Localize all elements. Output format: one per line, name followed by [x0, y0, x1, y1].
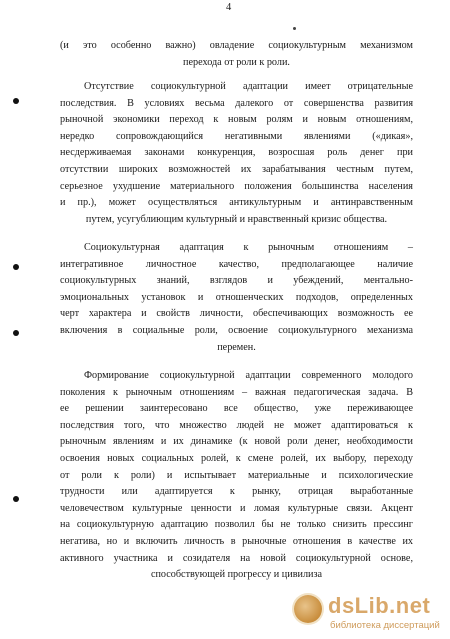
text-line: ее решении заинтересовано все общество, уже переживающее: [60, 403, 413, 415]
binder-hole: [13, 330, 19, 336]
scan-speck: [293, 27, 296, 30]
text-line: Формирование социокультурной адаптации современного молодого: [84, 370, 413, 381]
text-line: и пр.), может осуществляться антикультурным и антинравственным: [60, 197, 413, 209]
paragraph-1: [60, 38, 413, 71]
text-line: способствующей прогрессу и цивилиза: [150, 569, 323, 581]
watermark-brand: dsLib.net: [328, 593, 431, 618]
text-line: несдерживаемая законами конкуренция, возросшая роль денег при: [60, 147, 413, 159]
text-line: интегративное личностное качество, предполагающее наличие: [60, 258, 413, 270]
text-line: освоения новых социальных ролей, к смене ролей, их выбору, переходу: [60, 452, 413, 464]
text-line: трудности или адаптируется к рынку, отрицая выработанные: [60, 486, 413, 498]
text-line: включения в социальные роли, освоение социокультурного механизма: [60, 324, 413, 336]
text-line: (и это особенно важно) овладение социокультурным механизмом: [60, 40, 413, 51]
text-line: рыночным явлениям и их динамике (к новой роли денег, необходимости: [60, 436, 413, 448]
paragraph-4: [60, 368, 413, 584]
text-line: Отсутствие социокультурной адаптации имеет отрицательные: [84, 81, 413, 92]
text-line: серьезное ухудшение материального положения большинства населения: [60, 180, 413, 192]
binder-hole: [13, 264, 19, 270]
text-line: на социокультурную адаптацию позволил бы не только снизить прессинг: [60, 519, 413, 531]
text-line: последствия того, что множество людей не может адаптироваться к: [60, 419, 413, 431]
text-line: негатива, но и включить личность в рыночные отношения в качестве их: [60, 535, 413, 547]
text-line: перехода от роли к роли.: [183, 56, 290, 68]
text-line: социокультурных знаний, взглядов и убеждений, ментально-: [60, 275, 413, 287]
binder-hole: [13, 496, 19, 502]
text-line: черт характера и свойств личности, обеспечивающих возможность ее: [60, 308, 413, 320]
watermark: [294, 593, 444, 635]
text-line: последствия. В условиях весьма далекого от совершенства развития: [60, 97, 413, 109]
paragraph-2: [60, 79, 413, 228]
watermark-tagline: библиотека диссертаций: [330, 620, 440, 631]
text-line: поколения к рыночным отношениям – важная педагогическая задача. В: [60, 386, 413, 398]
page-number: 4: [226, 2, 232, 13]
paragraph-3: [60, 240, 413, 356]
text-line: отсутствии широких возможностей их зарабатывания честным путем,: [60, 163, 413, 175]
text-line: человечеством культурные ценности и ломая культурные связи. Акцент: [60, 502, 413, 514]
dslib-logo-icon: [294, 595, 322, 623]
text-line: от роли к роли) и испытывает материальные и психологические: [60, 469, 413, 481]
text-line: перемен.: [217, 341, 256, 353]
text-line: рыночной экономики переход к новым ролям и новым отношениям,: [60, 114, 413, 126]
text-line: Социокультурная адаптация к рыночным отношениям –: [84, 242, 413, 253]
text-line: нередко сопровождающийся негативными явлениями («дикая»,: [60, 130, 413, 142]
text-line: эмоциональных установок и отношенческих подходов, определенных: [60, 291, 413, 303]
binder-hole: [13, 98, 19, 104]
text-line: путем, усугублиющим культурный и нравственный кризис общества.: [85, 213, 388, 225]
text-line: активного участника и созидателя на новой социокультурной основе,: [60, 552, 413, 564]
